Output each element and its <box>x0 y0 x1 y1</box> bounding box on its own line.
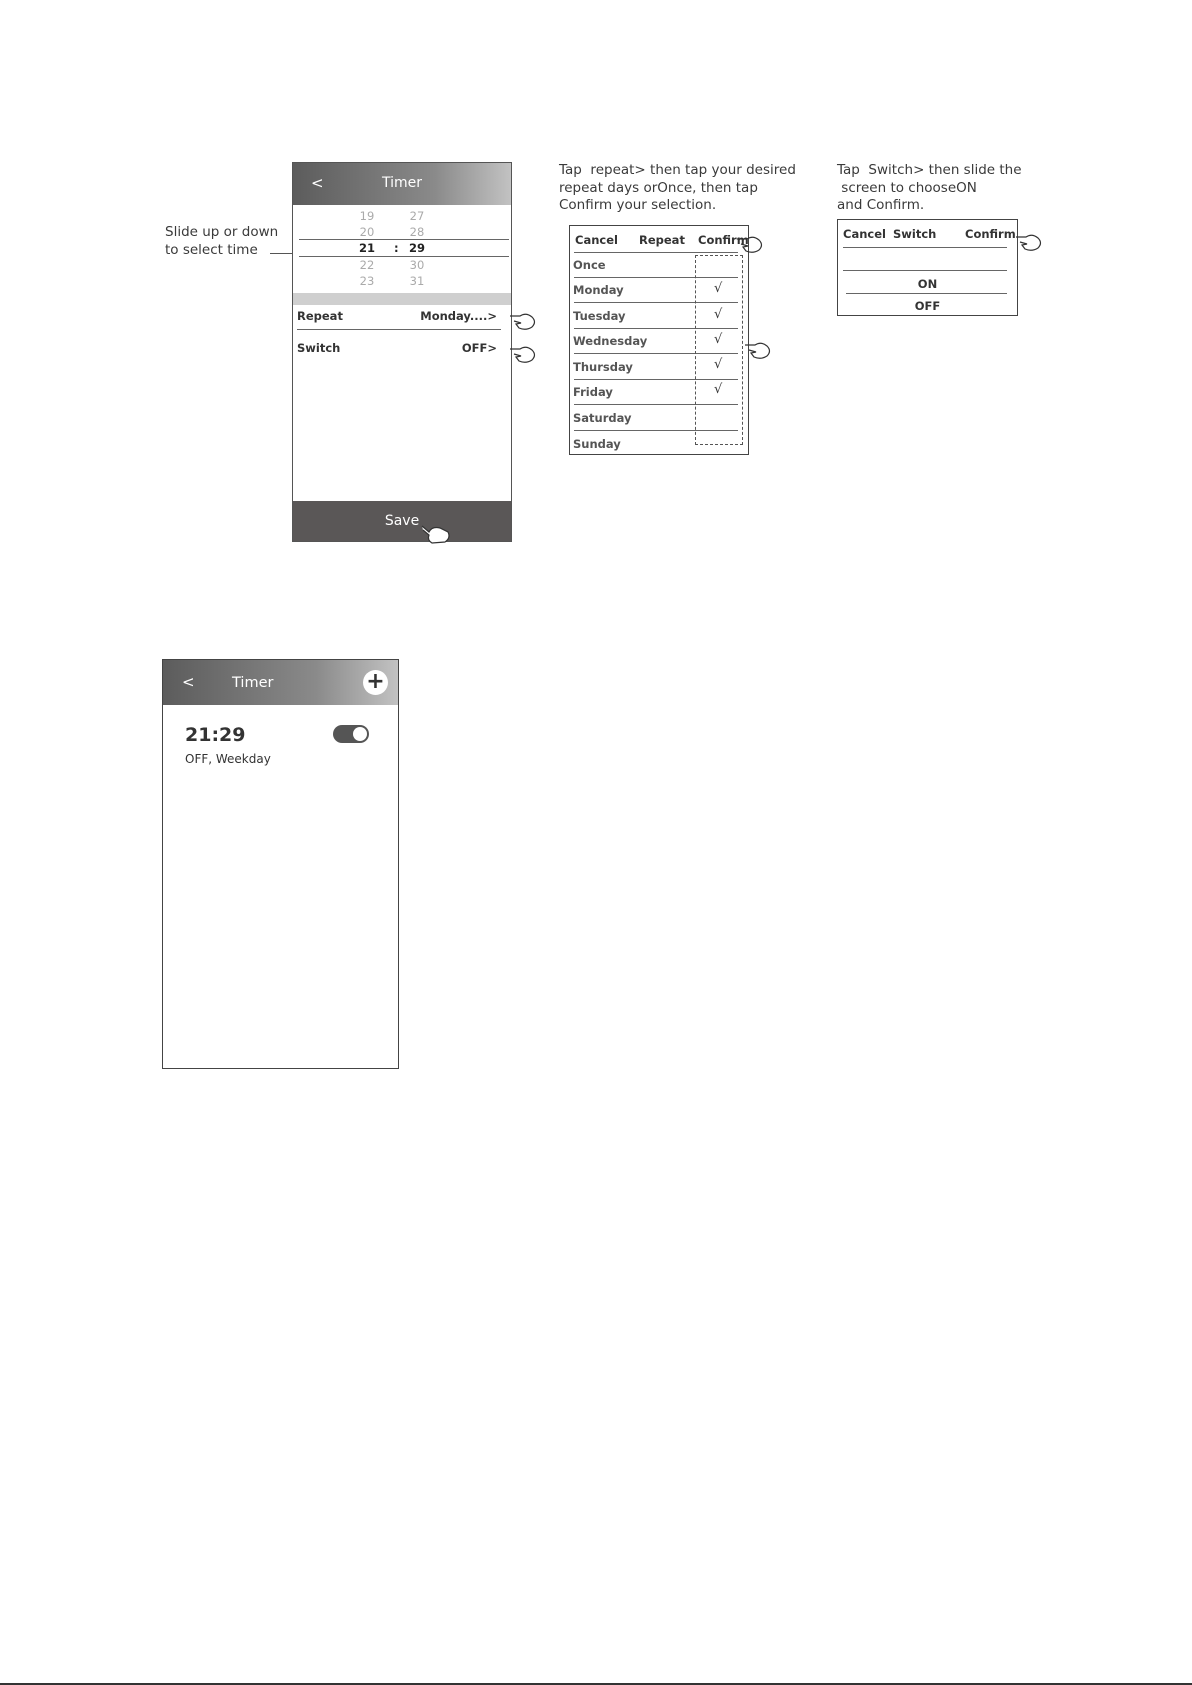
day-option-once[interactable]: Once <box>573 258 606 272</box>
switch-option-on[interactable]: ON <box>917 277 938 291</box>
timer-time[interactable]: 21:29 <box>185 724 246 746</box>
day-option-friday[interactable]: Friday <box>573 385 613 399</box>
repeat-dialog <box>569 225 749 455</box>
picker-selected-row[interactable] <box>293 241 511 257</box>
picker-selection-line-top <box>299 239 509 240</box>
hand-pointer-icon <box>737 234 763 256</box>
add-timer-button[interactable]: + <box>363 670 388 695</box>
timer-enable-toggle[interactable] <box>333 725 369 743</box>
picker-minute: 29 <box>408 241 425 255</box>
picker-row[interactable] <box>293 258 511 274</box>
cancel-button[interactable]: Cancel <box>575 233 618 247</box>
time-picker[interactable] <box>293 207 511 295</box>
day-option-monday[interactable]: Monday <box>573 283 624 297</box>
day-option-sunday[interactable]: Sunday <box>573 437 621 451</box>
page-title: Timer <box>232 675 274 691</box>
hand-pointer-icon <box>420 522 450 544</box>
check-mark-icon: √ <box>714 307 723 322</box>
switch-hint-text: Tap Switch> then slide the screen to chooseON and Confirm. <box>837 162 1022 213</box>
switch-label: Switch <box>297 341 341 355</box>
picker-selection-line-bottom <box>299 256 509 257</box>
timer-list-screen <box>162 659 399 1069</box>
picker-hour: 20 <box>359 225 375 239</box>
row-divider <box>843 270 1007 271</box>
dialog-title: Repeat <box>639 233 685 247</box>
picker-hour: 19 <box>359 209 375 223</box>
day-option-wednesday[interactable]: Wednesday <box>573 334 648 348</box>
switch-dialog <box>837 219 1018 316</box>
save-button[interactable]: Save <box>293 501 511 541</box>
picker-minute: 27 <box>409 209 425 223</box>
picker-minute: 28 <box>409 225 425 239</box>
hand-pointer-icon <box>745 340 771 362</box>
picker-minute: 30 <box>409 258 425 272</box>
repeat-label: Repeat <box>297 309 343 323</box>
day-option-saturday[interactable]: Saturday <box>573 411 632 425</box>
confirm-button[interactable]: Confirm <box>965 227 1016 241</box>
row-divider <box>843 247 1007 248</box>
picker-hour: 22 <box>359 258 375 272</box>
check-mark-icon: √ <box>714 332 723 347</box>
confirm-button[interactable]: Confirm <box>698 233 749 247</box>
hand-pointer-icon <box>510 344 536 366</box>
row-divider <box>297 329 501 330</box>
hand-pointer-icon <box>1016 232 1042 254</box>
check-mark-icon: √ <box>714 357 723 372</box>
back-button[interactable]: < <box>311 174 324 192</box>
repeat-hint-text: Tap repeat> then tap your desired repeat days orOnce, then tap Confirm your selection. <box>559 162 796 213</box>
picker-row[interactable] <box>293 274 511 290</box>
timer-edit-header <box>293 163 511 205</box>
check-mark-icon: √ <box>714 281 723 296</box>
timer-list-header <box>163 660 398 705</box>
row-divider <box>574 252 738 253</box>
day-option-thursday[interactable]: Thursday <box>573 360 633 374</box>
picker-hour: 23 <box>359 274 375 288</box>
cancel-button[interactable]: Cancel <box>843 227 886 241</box>
picker-separator: : <box>394 241 399 255</box>
switch-option-off[interactable]: OFF <box>914 299 941 313</box>
day-option-tuesday[interactable]: Tuesday <box>573 309 626 323</box>
switch-row[interactable] <box>297 341 503 359</box>
section-divider <box>293 293 511 305</box>
picker-row[interactable] <box>293 209 511 225</box>
dialog-title: Switch <box>893 227 937 241</box>
slide-hint-text: Slide up or down to select time <box>165 224 279 258</box>
check-mark-icon: √ <box>714 382 723 397</box>
row-divider <box>846 293 1007 294</box>
timer-detail: OFF, Weekday <box>185 752 271 766</box>
timer-edit-screen <box>292 162 512 542</box>
page-title: Timer <box>381 175 423 191</box>
repeat-value[interactable]: Monday....> <box>420 309 497 323</box>
hand-pointer-icon <box>510 311 536 333</box>
picker-hour: 21 <box>358 241 375 255</box>
repeat-row[interactable] <box>297 309 503 327</box>
toggle-knob <box>353 727 367 741</box>
switch-value[interactable]: OFF> <box>461 341 497 355</box>
picker-minute: 31 <box>409 274 425 288</box>
back-button[interactable]: < <box>182 673 195 691</box>
checkbox-column-highlight <box>695 255 743 445</box>
